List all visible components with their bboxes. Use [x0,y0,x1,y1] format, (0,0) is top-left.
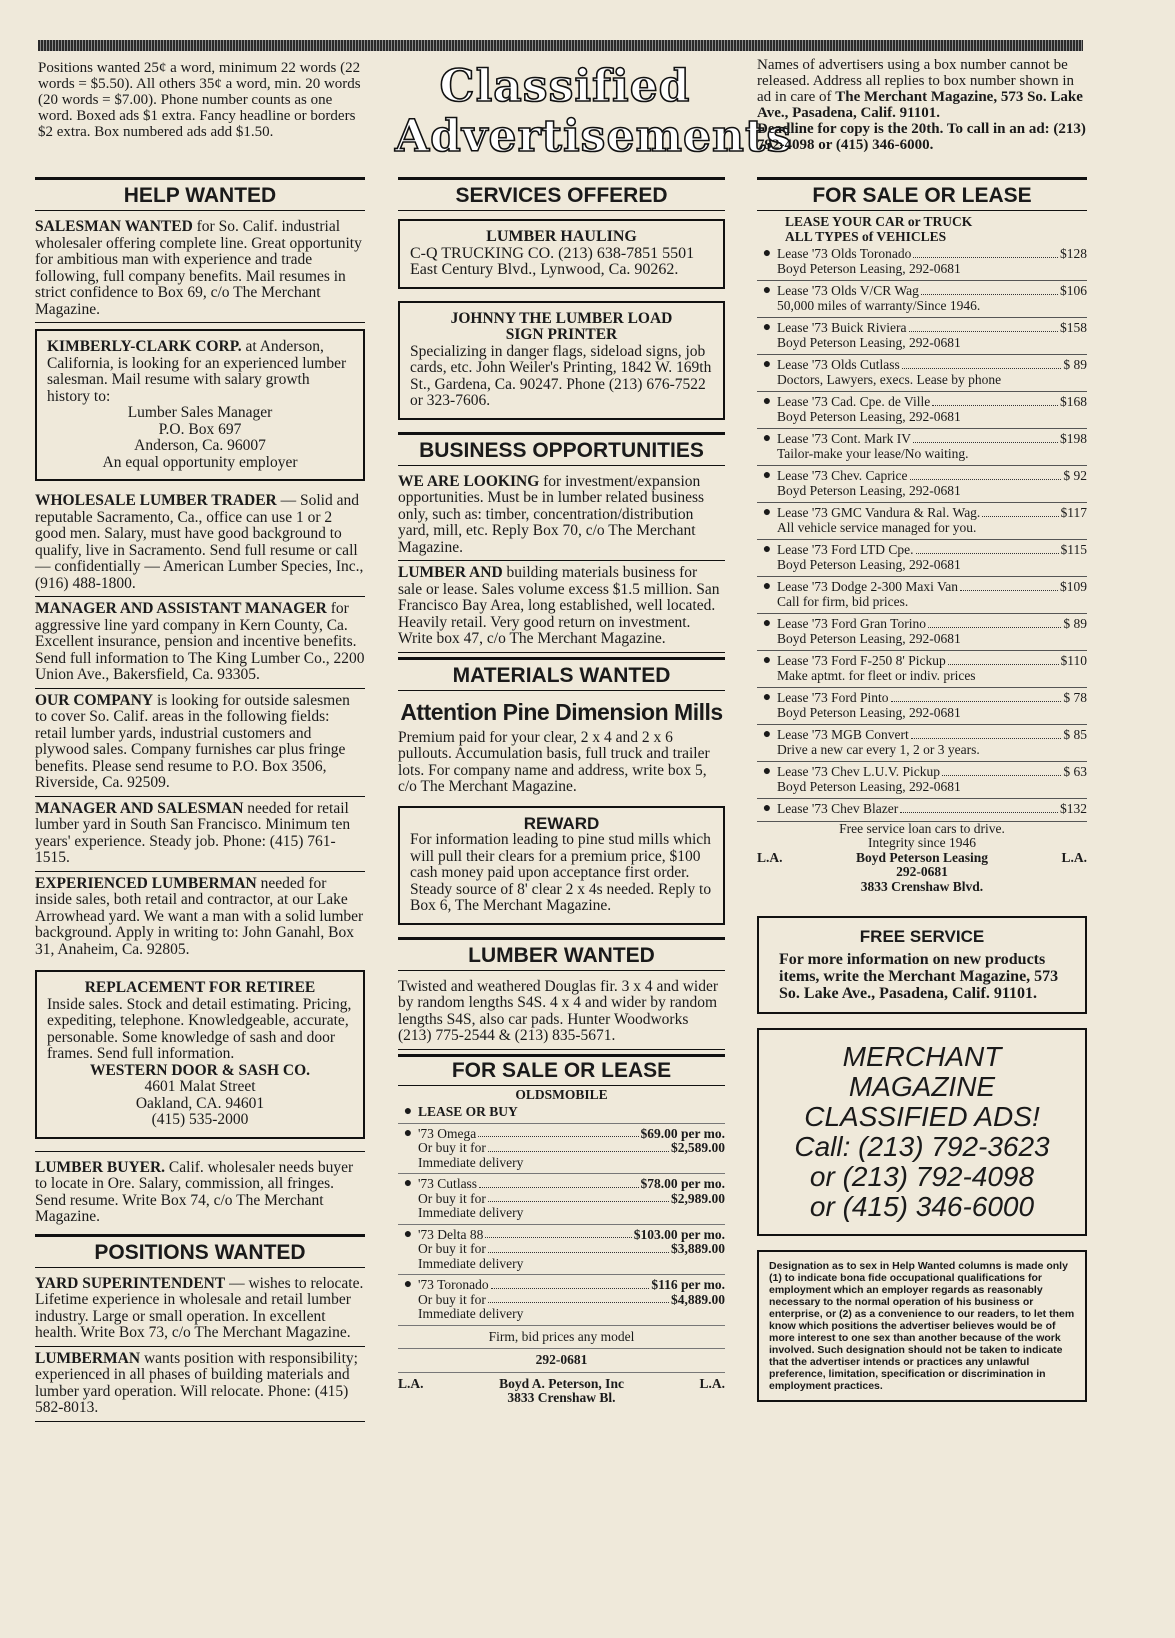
bullet-icon: ● [762,690,772,705]
olds-buy-label: Or buy it for [418,1140,486,1155]
olds-model: '73 Cutlass [418,1176,478,1191]
lease-item-price: $168 [1060,394,1087,409]
lease-item-title: Lease '73 Dodge 2-300 Maxi Van [777,579,959,594]
olds-model: '73 Omega [418,1125,477,1141]
ad-lead: KIMBERLY-CLARK CORP. [47,338,242,355]
lease-item-note: Make aptmt. for fleet or indiv. prices [777,667,976,683]
olds-item-lines [418,1177,725,1221]
lease-item-body [777,802,1087,817]
ad-experienced-lumberman [35,876,365,963]
ad-lead: YARD SUPERINTENDENT [35,1274,226,1292]
lease-item-top [777,765,1087,780]
ad-lead: OUR COMPANY [35,691,154,709]
lease-item-top [777,617,1087,632]
lease-item-body [777,617,1087,646]
olds-buy-price: $2,989.00 [671,1190,725,1206]
lease-item-top [777,506,1087,521]
lease-items [757,244,1087,822]
ad-manager-salesman [35,801,365,872]
lease-item-body [777,432,1087,461]
bullet-icon: ● [403,1226,413,1242]
box-number-notice [757,57,1087,153]
ad-our-company [35,693,365,797]
ad-salesman-wanted [35,219,365,323]
lease-item-body [777,247,1087,276]
olds-item-lines [418,1278,725,1322]
mm-line: MAGAZINE [848,1071,996,1102]
bullet-icon: ● [762,394,772,409]
ad-text: Calif. wholesaler needs buyer to locate in Ore. Salary, commission, all fringes. Send resume. Write Box 74, c/o The Merchant Magazine. [35,1158,354,1225]
lease-item [757,429,1087,466]
bullet-icon: ● [762,505,772,520]
help-wanted-heading: HELP WANTED [35,177,365,211]
ad-title: REWARD [523,813,600,833]
olds-note: Immediate delivery [418,1205,524,1220]
olds-item [398,1225,725,1276]
ad-text: for investment/expansion opportunities. Must be in lumber related business only, such as: timber, concentration/distribution yard, mill, etc. Reply Box 70, c/o The Merchant Magazine. [398,472,705,556]
dot-leader [479,1177,638,1188]
lease-item-body [777,765,1087,794]
address-line: 4601 Malat Street [144,1078,256,1095]
dot-leader [891,691,1062,702]
bullet-icon: ● [762,468,772,483]
lease-item-note: Boyd Peterson Leasing, 292-0681 [777,704,961,720]
lease-item-title: Lease '73 Ford LTD Cpe. [777,542,914,557]
make-label: OLDSMOBILE [515,1086,608,1102]
lease-item-top [777,654,1087,669]
dot-leader [960,580,1058,591]
lease-item [757,762,1087,799]
column-left [35,177,365,1426]
lease-item-note: Boyd Peterson Leasing, 292-0681 [777,482,961,498]
phone: 292-0681 [896,864,948,879]
olds-buy-line [418,1293,725,1308]
merchant-magazine-box [757,1028,1087,1236]
ad-text: at Anderson, California, is looking for an experienced lumber salesman. Mail resume with salary growth history to: [47,338,347,405]
olds-model: '73 Toronado [418,1277,489,1292]
olds-price: $78.00 per mo. [640,1176,725,1191]
ad-lead: SALESMAN WANTED [35,218,193,235]
lease-item-top [777,321,1087,336]
olds-buy-label: Or buy it for [418,1190,486,1206]
free-service-box [757,916,1087,1014]
lease-item-title: Lease '73 Chev Blazer [777,801,899,816]
lease-item-body [777,469,1087,498]
lease-item [757,466,1087,503]
address-line: P.O. Box 697 [158,420,242,438]
bullet-icon: ● [762,801,772,816]
dealer-block [856,851,988,895]
ad-lead: MANAGER AND ASSISTANT MANAGER [35,600,327,617]
ad-douglas-fir: Twisted and weathered Douglas fir. 3 x 4 and wider by random lengths S4S. 4 x 4 and wider by random lengths S4S, also car pads. Hunter Woodworks (213) 775-2544 & (213) 835-5671. [398,979,725,1050]
lease-item-title: Lease '73 Ford Gran Torino [777,616,926,631]
lease-item-note: Boyd Peterson Leasing, 292-0681 [777,334,961,350]
lease-item-body [777,543,1087,572]
dot-leader [900,802,1058,813]
company-name: Boyd Peterson Leasing [855,849,988,865]
bullet-icon: ● [762,579,772,594]
subhead: LEASE YOUR CAR or TRUCK [785,214,973,229]
olds-buy-line [418,1141,725,1156]
olds-buy-price: $4,889.00 [671,1291,725,1307]
lease-or-buy: LEASE OR BUY [418,1104,518,1119]
olds-price: $116 per mo. [651,1277,725,1292]
mm-line: CLASSIFIED ADS! [804,1101,1040,1132]
ad-kimberly-clark [35,329,365,481]
rates-notice: Positions wanted 25¢ a word, minimum 22 words (22 words = $5.50). All others 35¢ a word, min. 20 words (20 words = $7.00). Phone number counts as one word. Boxed ads $1 extra. Fancy headline or borders $2 extra. Box numbered ads add $1.50. [38,60,361,140]
address-line: Lumber Sales Manager [127,404,273,421]
lease-item-title: Lease '73 Ford Pinto [777,690,889,705]
bullet-icon: ● [762,616,772,631]
olds-note: Immediate delivery [418,1255,524,1271]
olds-model-line [418,1127,725,1142]
lease-item-body [777,358,1087,387]
dot-leader [909,321,1058,332]
lease-item-price: $132 [1060,801,1087,816]
lease-item-body [777,284,1087,313]
address-line: Oakland, CA. 94601 [135,1094,265,1112]
ad-text: — wishes to relocate. Lifetime experience in wholesale and retail lumber industry. Large or small operation. In excellent health. Write Box 73, c/o The Merchant Magazine. [35,1274,364,1341]
ad-text: building materials business for sale or lease. Sales volume excess $1.5 million. San Francisco Bay Area, long established, well located. Heavily retail. Very good return on investment. Write box 47, c/o The Merchant Magazine. [398,564,720,647]
lease-item-note: Call for firm, bid prices. [777,593,909,609]
dot-leader [488,1293,669,1304]
ad-lead: WE ARE LOOKING [398,472,540,490]
phone-line: (415) 535-2000 [151,1111,249,1128]
olds-buy-price: $3,889.00 [671,1241,725,1256]
dot-leader [942,765,1061,776]
lease-item [757,244,1087,281]
column-right [757,177,1087,1402]
lease-item-note: Doctors, Lawyers, execs. Lease by phone [777,371,1002,387]
dealer-footer [398,1373,725,1406]
ad-lead: WHOLESALE LUMBER TRADER [35,492,277,509]
la-right: L.A. [699,1375,725,1391]
lease-item-note: Boyd Peterson Leasing, 292-0681 [777,630,961,646]
dot-leader [488,1242,669,1253]
lease-item-note: Boyd Peterson Leasing, 292-0681 [777,556,961,572]
lease-item-title: Lease '73 GMC Vandura & Ral. Wag. [777,505,981,520]
lease-item [757,281,1087,318]
bullet-icon: ● [762,246,772,261]
firm-prices: Firm, bid prices any model [398,1326,725,1350]
lease-item-title: Lease '73 Chev L.U.V. Pickup [777,764,941,779]
business-opportunities-heading: BUSINESS OPPORTUNITIES [398,432,725,466]
company-name: Boyd A. Peterson, Inc [499,1375,624,1391]
ad-lead: LUMBERMAN [35,1349,141,1367]
integrity-line: Integrity since 1946 [868,835,976,850]
lease-item-body [777,691,1087,720]
dot-leader [932,395,1058,406]
dot-leader [921,284,1058,295]
bullet-icon: ● [762,653,772,668]
ad-text: for So. Calif. industrial wholesaler offering complete line. Great opportunity for ambitious man with experience and trade following, full company benefits. Mail resumes in strict confidence to Box 69, c/o The Merchant Magazine. [35,218,362,318]
dot-leader [928,617,1061,628]
olds-note: Immediate delivery [418,1154,524,1170]
ad-lead: LUMBER BUYER. [35,1158,166,1176]
mm-line: or (415) 346-6000 [809,1191,1035,1222]
lease-item-note: Boyd Peterson Leasing, 292-0681 [777,260,961,276]
lease-item-top [777,432,1087,447]
lease-item-price: $ 92 [1063,468,1087,483]
lease-item-body [777,728,1087,757]
olds-item-lines [418,1127,725,1171]
dot-leader [911,728,1062,739]
lease-item-price: $ 85 [1063,727,1087,742]
lease-item [757,614,1087,651]
bullet-icon: ● [403,1104,413,1119]
ad-text: Specializing in danger flags, sideload signs, job cards, etc. John Weiler's Printing, 1842 W. 169th St., Gardena, Ca. 90247. Phone (213) 676-7522 or 323-7606. [410,342,712,409]
box-text: For more information on new products items, write the Merchant Magazine, 573 So. Lake Ave., Pasadena, Calif. 91101. [779,951,1059,1002]
lease-item-price: $106 [1060,283,1087,298]
list-item [398,1102,725,1124]
lease-item [757,725,1087,762]
address-line: 3833 Crenshaw Bl. [507,1390,616,1405]
lease-item-top [777,247,1087,262]
olds-item-lines [418,1228,725,1272]
ad-text: for aggressive line yard company in Kern County, Ca. Excellent insurance, pension and incentive benefits. Send full information to The King Lumber Co., 2200 Union Ave., Bakersfield, Ca. 93305. [35,600,365,683]
notice-address: The Merchant Magazine, 573 So. Lake Ave., Pasadena, Calif. 91101. [757,89,1083,121]
lease-item-price: $198 [1060,431,1087,446]
lease-item-title: Lease '73 Ford F-250 8' Pickup [777,653,946,668]
company-name: WESTERN DOOR & SASH CO. [89,1061,311,1079]
ad-text: Inside sales. Stock and detail estimating. Pricing, expediting, telephone. Knowledgeable, accurate, personable. Some knowledge of sash and door frames. Send full information. [47,995,352,1062]
ad-text: wants position with responsibility; experienced in all phases of building materials and lumber yard operation. Will relocate. Phone: (415) 582-8013. [35,1349,358,1416]
lease-item-title: Lease '73 MGB Convert [777,727,909,742]
dot-leader [916,543,1059,554]
ad-lumber-hauling [398,219,725,289]
mm-line: Call: (213) 792-3623 [794,1131,1050,1162]
olds-model-line [418,1228,725,1243]
mm-line: MERCHANT [842,1041,1002,1072]
address-line: 3833 Crenshaw Blvd. [860,878,984,894]
positions-wanted-heading: POSITIONS WANTED [35,1234,365,1268]
materials-wanted-heading: MATERIALS WANTED [398,657,725,691]
lease-item-title: Lease '73 Buick Riviera [777,320,907,335]
ad-reward [398,806,725,925]
lease-item [757,540,1087,577]
ad-pine-dimension: Premium paid for your clear, 2 x 4 and 2 x 6 pullouts. Accumulation basis, full truck and trailer lots. For company name and address, write box 5, c/o The Merchant Magazine. [398,728,710,795]
lease-item [757,318,1087,355]
dot-leader [913,432,1058,443]
olds-item [398,1124,725,1175]
lease-item-top [777,691,1087,706]
lease-item-price: $ 89 [1063,357,1087,372]
olds-item [398,1174,725,1225]
lease-item-price: $110 [1060,653,1087,668]
lease-item-body [777,506,1087,535]
lease-item-price: $ 78 [1063,690,1087,705]
title-line-1: Classified [439,61,691,112]
bullet-icon: ● [762,431,772,446]
dot-leader [478,1127,638,1138]
ad-text: is looking for outside salesmen to cover So. Calif. areas in the following fields: retail lumber yards, industrial customers and plywood sales. Company furnishes car plus fringe benefits. Please send resume to P.O. Box 3506, Riverside, Ca. 92509. [35,691,350,791]
lease-item-title: Lease '73 Cont. Mark IV [777,431,912,446]
page-title [395,61,793,162]
ad-yard-superintendent [35,1276,365,1347]
la-left: L.A. [398,1375,424,1391]
lease-item [757,651,1087,688]
address-line: An equal opportunity employer [102,453,298,471]
olds-buy-line [418,1242,725,1257]
lease-item-body [777,580,1087,609]
ad-replacement-for-retiree [35,970,365,1139]
lease-item-note: Tailor-make your lease/No waiting. [777,445,969,461]
top-rule [38,40,1083,51]
olds-model-line [418,1177,725,1192]
bullet-icon: ● [403,1277,413,1292]
bullet-icon: ● [403,1125,413,1141]
lease-item-price: $158 [1060,320,1087,335]
lease-item [757,688,1087,725]
ad-lumber-and-building [398,565,725,653]
olds-item [398,1275,725,1326]
la-left: L.A. [757,849,783,865]
phone: 292-0681 [398,1349,725,1373]
service-line: Free service loan cars to drive. [839,820,1005,836]
lease-item-top [777,580,1087,595]
lease-item-note: Boyd Peterson Leasing, 292-0681 [777,408,961,424]
ad-lead: LUMBER AND [398,564,503,581]
lease-item-title: Lease '73 Olds V/CR Wag [777,283,919,298]
bullet-icon: ● [762,320,772,335]
olds-buy-label: Or buy it for [418,1241,486,1256]
ad-lumber-buyer [35,1151,365,1230]
lease-item-body [777,395,1087,424]
olds-buy-price: $2,589.00 [671,1140,725,1155]
lease-item-title: Lease '73 Olds Toronado [777,246,912,261]
notice-text: Names of advertisers using a box number cannot be released. Address all replies to box number shown in ad in care of [757,57,1075,105]
car-lease-ad [757,215,1087,894]
dot-leader [948,654,1059,665]
lease-item [757,392,1087,429]
ad-title: LUMBER HAULING [486,228,637,245]
lease-item-price: $ 63 [1063,764,1087,779]
lease-item-note: 50,000 miles of warranty/Since 1946. [777,297,981,313]
deadline-notice: Deadline for copy is the 20th. To call in an ad: (213) 792-4098 or (415) 346-6000. [757,121,1086,153]
dot-leader [485,1228,631,1239]
ad-lead: EXPERIENCED LUMBERMAN [35,874,257,892]
lease-item-top [777,802,1087,817]
lease-item [757,355,1087,392]
lease-item-price: $128 [1060,246,1087,261]
ad-text: needed for inside sales, both retail and contractor, at our Lake Arrowhead yard. We want a man with a solid lumber background. Apply in writing to: John Ganahl, Box 31, Anaheim, Ca. 92805. [35,874,364,958]
ad-manager-assistant [35,601,365,689]
ad-wholesale-lumber-trader [35,493,365,597]
subhead: ALL TYPES of VEHICLES [785,228,947,244]
ad-lead: MANAGER AND SALESMAN [35,799,244,817]
car-lease-heading: FOR SALE OR LEASE [757,177,1087,211]
bullet-icon: ● [762,542,772,557]
lease-item-top [777,284,1087,299]
dot-leader [982,506,1058,517]
ad-title: JOHNNY THE LUMBER LOAD [450,309,673,327]
mm-line: or (213) 792-4098 [809,1161,1035,1192]
dot-leader [902,358,1062,369]
olds-price: $103.00 per mo. [633,1226,725,1242]
lease-item-price: $109 [1060,579,1087,594]
olds-model-line [418,1278,725,1293]
dealer-footer [757,851,1087,895]
bullet-icon: ● [762,357,772,372]
dot-leader [491,1278,650,1289]
ad-title: REPLACEMENT FOR RETIREE [84,979,316,996]
lease-item-title: Lease '73 Chev. Caprice [777,468,908,483]
lease-item-top [777,728,1087,743]
lease-item-price: $115 [1060,542,1087,557]
lease-item-note: Boyd Peterson Leasing, 292-0681 [777,778,961,794]
lease-item-top [777,469,1087,484]
lease-item-body [777,654,1087,683]
lease-item [757,799,1087,822]
ad-we-are-looking [398,474,725,562]
lease-item-body [777,321,1087,350]
box-title: FREE SERVICE [859,927,985,946]
lease-item-title: Lease '73 Olds Cutlass [777,357,900,372]
lumber-wanted-heading: LUMBER WANTED [398,937,725,971]
olds-price: $69.00 per mo. [640,1125,725,1141]
lease-item [757,503,1087,540]
la-right: L.A. [1061,849,1087,865]
title-line-2: Advertisements [395,111,793,162]
ad-text: For information leading to pine stud mills which will pull their clears for a premium price, $100 cash money paid upon acceptance first order. Steady source of 8' clear 2 x 4s needed. Reply to Box 6, The Merchant Magazine. [410,831,712,914]
dealer-block [499,1377,624,1406]
dot-leader [488,1192,669,1203]
lease-item-top [777,395,1087,410]
address-line: Anderson, Ca. 96007 [134,437,266,454]
ad-text: — Solid and reputable Sacramento, Ca., office can use 1 or 2 good men. Salary, must have good background to qualify, live in Sacramento. Send full resume or call — confidentially — American Lumber Species, Inc., (916) 488-1800. [35,492,364,592]
ad-lumberman [35,1351,365,1422]
dot-leader [910,469,1062,480]
ad-sign-printer [398,301,725,420]
olds-items [398,1124,725,1326]
ad-title: SIGN PRINTER [505,326,618,343]
services-offered-heading: SERVICES OFFERED [398,177,725,211]
lease-item-note: All vehicle service managed for you. [777,519,977,535]
olds-buy-label: Or buy it for [418,1291,486,1307]
lease-item-title: Lease '73 Cad. Cpe. de Ville [777,394,931,409]
designation-disclaimer: Designation as to sex in Help Wanted columns is made only (1) to indicate bona fide occupational qualifications for employment which an employer regards as reasonably necessary to the normal operation of his business or enterprise, or (2) as a convenience to our readers, to let them know which positions the advertiser believes would be of more interest to one sex than another because of the work involved. Such designation should not be taken to indicate that the advertiser intends or practices any unlawful preference, limitation, specification or discrimination in employment practices. [757,1250,1087,1402]
bullet-icon: ● [762,283,772,298]
attention-headline: Attention Pine Dimension Mills [400,698,723,725]
lease-item-top [777,543,1087,558]
lease-item-price: $ 89 [1063,616,1087,631]
bullet-icon: ● [762,764,772,779]
lease-item-price: $117 [1060,505,1087,520]
for-sale-lease-heading: FOR SALE OR LEASE [398,1054,725,1086]
lease-item-top [777,358,1087,373]
olds-buy-line [418,1192,725,1207]
oldsmobile-ad [398,1088,725,1406]
bullet-icon: ● [403,1176,413,1191]
lease-item [757,577,1087,614]
olds-note: Immediate delivery [418,1306,524,1321]
dot-leader [913,247,1058,258]
bullet-icon: ● [762,727,772,742]
ad-text: needed for retail lumber yard in South San Francisco. Minimum ten years' experience. Steady job. Phone: (415) 761-1515. [35,799,351,866]
lease-item-note: Drive a new car every 1, 2 or 3 years. [777,741,980,757]
olds-model: '73 Delta 88 [418,1226,484,1242]
ad-text: C-Q TRUCKING CO. (213) 638-7851 5501 East Century Blvd., Lynwood, Ca. 90262. [410,244,695,278]
column-middle [398,177,725,1406]
dot-leader [488,1141,669,1152]
